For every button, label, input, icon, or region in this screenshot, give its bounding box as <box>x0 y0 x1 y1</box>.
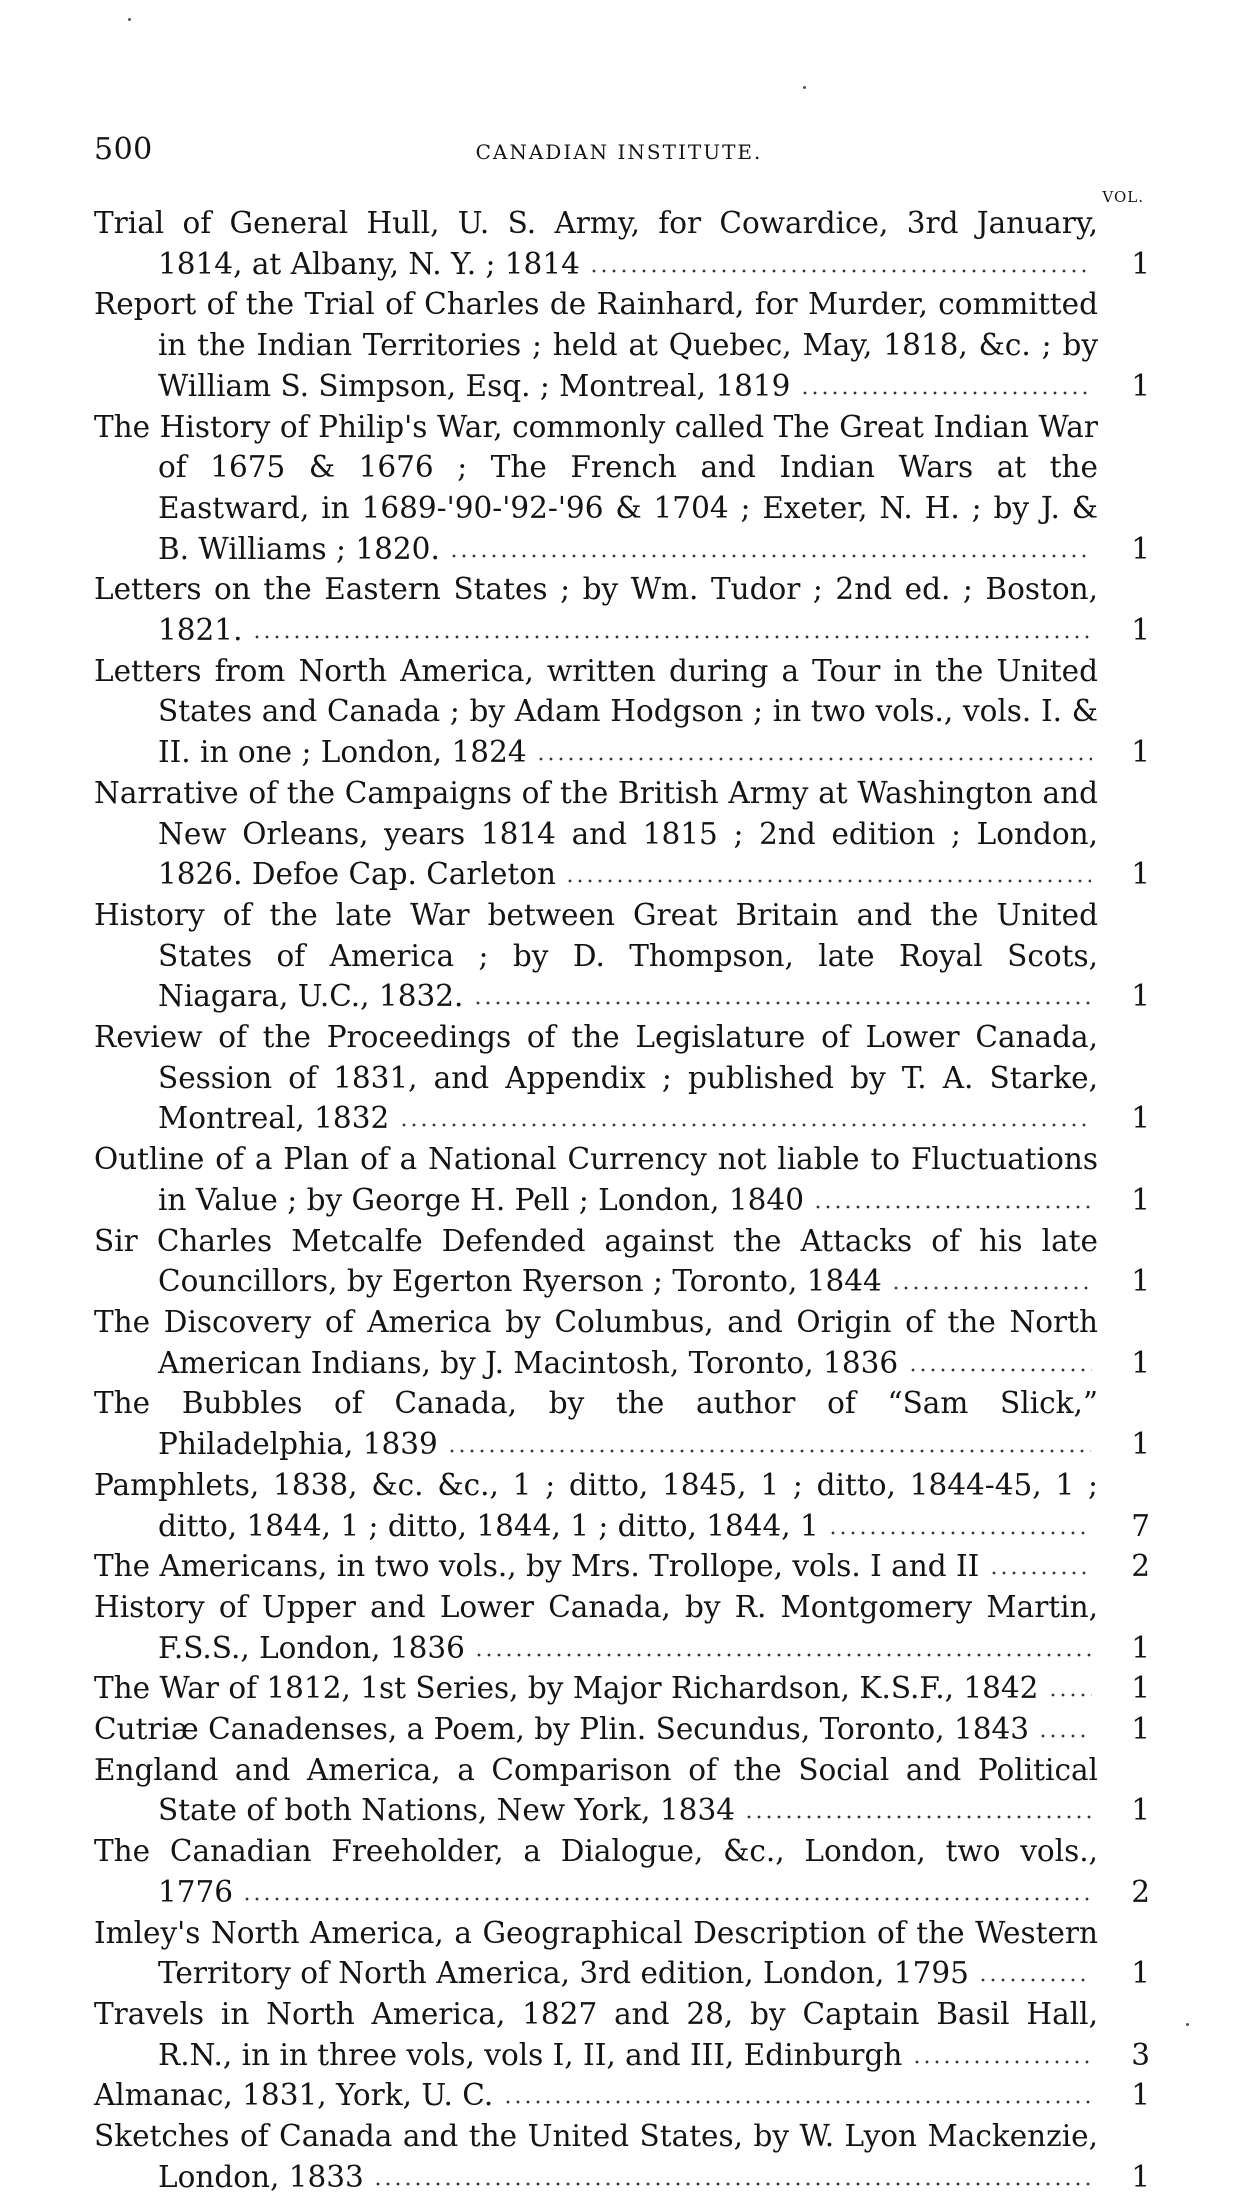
entry-text: History of the late War between Great Britain and the United States of America ; by D. Thompson, late Royal Scots, Niagara, U.C., 1832. <box>94 897 1098 1014</box>
scan-speck <box>803 86 806 89</box>
dot-leader <box>891 1271 1091 1291</box>
dot-leader <box>589 254 1091 274</box>
entry-text: History of Upper and Lower Canada, by R. Montgomery Martin, F.S.S., London, 1836 <box>94 1589 1098 1665</box>
entry-text: Pamphlets, 1838, &c. &c., 1 ; ditto, 1845, 1 ; ditto, 1844-45, 1 ; ditto, 1844, 1 ; ditto, 1844, 1 ; ditto, 1844, 1 <box>94 1467 1098 1543</box>
catalogue-entry <box>94 1017 1150 1139</box>
entry-vol-count: 1 <box>1131 1427 1150 1462</box>
vol-column-label: VOL. <box>1102 188 1144 206</box>
entry-vol-count: 1 <box>1131 531 1150 566</box>
dot-leader <box>503 2085 1092 2105</box>
entry-text: Sketches of Canada and the United States, by W. Lyon Mackenzie, London, 1833 <box>94 2119 1098 2194</box>
dot-leader <box>989 1556 1092 1576</box>
catalogue-entry <box>94 203 1150 284</box>
dot-leader <box>1038 1719 1091 1739</box>
entry-vol-count: 1 <box>1131 246 1150 281</box>
dot-leader <box>536 742 1092 762</box>
scan-speck <box>128 18 131 21</box>
entry-text: Report of the Trial of Charles de Rainhard, for Murder, committed in the Indian Territories ; held at Quebec, May, 1818, &c. ; by William S. Simpson, Esq. ; Montreal, 1819 <box>94 287 1098 403</box>
entry-vol-count: 2 <box>1131 1874 1150 1909</box>
catalogue-entry <box>94 1913 1150 1994</box>
catalogue-entry <box>94 1465 1150 1546</box>
entry-text: Almanac, 1831, York, U. C. <box>94 2078 494 2113</box>
entry-text: Letters on the Eastern States ; by Wm. Tudor ; 2nd ed. ; Boston, 1821. <box>94 572 1098 648</box>
catalogue-entry <box>94 1546 1150 1587</box>
entry-text: Sir Charles Metcalfe Defended against the Attacks of his late Councillors, by Egerton Ryerson ; Toronto, 1844 <box>94 1223 1098 1299</box>
dot-leader <box>1048 1678 1092 1698</box>
entry-text: Cutriæ Canadenses, a Poem, by Plin. Secundus, Toronto, 1843 <box>94 1712 1030 1747</box>
dot-leader <box>828 1516 1091 1536</box>
entry-text: The Discovery of America by Columbus, and Origin of the North American Indians, by J. Macintosh, Toronto, 1836 <box>94 1304 1098 1380</box>
catalogue-entry <box>94 1750 1150 1831</box>
entry-vol-count: 1 <box>1131 1793 1150 1828</box>
dot-leader <box>744 1800 1091 1820</box>
dot-leader <box>978 1963 1091 1983</box>
dot-leader <box>242 1882 1091 1902</box>
running-title: CANADIAN INSTITUTE. <box>475 140 763 164</box>
entry-text: The History of Philip's War, commonly called The Great Indian War of 1675 & 1676 ; The French and Indian Wars at the Eastward, in 1689-'90-'92-'96 & 1704 ; Exeter, N. H. ; by J. & B. Williams ; 1820. <box>94 409 1098 566</box>
entry-text: The War of 1812, 1st Series, by Major Richardson, K.S.F., 1842 <box>94 1671 1039 1706</box>
catalogue-entry <box>94 569 1150 650</box>
dot-leader <box>813 1190 1091 1210</box>
catalogue-entry <box>94 1668 1150 1709</box>
entry-text: Review of the Proceedings of the Legislature of Lower Canada, Session of 1831, and Appendix ; published by T. A. Starke, Montreal, 1832 <box>94 1020 1098 1136</box>
entry-text: The Canadian Freeholder, a Dialogue, &c., London, two vols., 1776 <box>94 1834 1098 1909</box>
catalogue-entry <box>94 1302 1150 1383</box>
entry-text: Imley's North America, a Geographical Description of the Western Territory of North America, 3rd edition, London, 1795 <box>94 1915 1098 1991</box>
dot-leader <box>447 1434 1091 1454</box>
entry-text: Trial of General Hull, U. S. Army, for Cowardice, 3rd January, 1814, at Albany, N. Y. ; 1814 <box>94 206 1098 281</box>
catalogue-entry <box>94 1221 1150 1302</box>
entry-vol-count: 1 <box>1131 368 1150 403</box>
entry-text: England and America, a Comparison of the Social and Political State of both Nations, New York, 1834 <box>94 1752 1098 1828</box>
entry-text: Narrative of the Campaigns of the British Army at Washington and New Orleans, years 1814 and 1815 ; 2nd edition ; London, 1826. Defoe Cap. Carleton <box>94 775 1098 892</box>
page-header <box>94 132 1144 206</box>
catalogue-entries <box>94 203 1150 2197</box>
scan-speck <box>1186 2023 1189 2026</box>
entry-vol-count: 1 <box>1131 1101 1150 1136</box>
entry-vol-count: 1 <box>1131 1182 1150 1217</box>
entry-vol-count: 2 <box>1131 1549 1150 1584</box>
dot-leader <box>912 2045 1092 2065</box>
entry-vol-count: 1 <box>1131 1671 1150 1706</box>
entry-vol-count: 1 <box>1131 735 1150 770</box>
entry-vol-count: 1 <box>1131 1712 1150 1747</box>
catalogue-entry <box>94 1139 1150 1220</box>
entry-vol-count: 1 <box>1131 857 1150 892</box>
entry-text: Outline of a Plan of a National Currency not liable to Fluctuations in Value ; by George H. Pell ; London, 1840 <box>94 1142 1098 1217</box>
catalogue-entry <box>94 1831 1150 1912</box>
catalogue-entry <box>94 1709 1150 1750</box>
dot-leader <box>373 2167 1091 2187</box>
catalogue-entry <box>94 2075 1150 2116</box>
dot-leader <box>800 376 1092 396</box>
entry-vol-count: 1 <box>1131 2078 1150 2113</box>
entry-text: Travels in North America, 1827 and 28, by Captain Basil Hall, R.N., in in three vols, vols I, II, and III, Edinburgh <box>94 1996 1098 2072</box>
dot-leader <box>474 1638 1091 1658</box>
entry-vol-count: 1 <box>1131 613 1150 648</box>
catalogue-entry <box>94 1994 1150 2075</box>
dot-leader <box>908 1353 1092 1373</box>
entry-text: The Bubbles of Canada, by the author of “Sam Slick,” Philadelphia, 1839 <box>94 1386 1098 1462</box>
entry-vol-count: 1 <box>1131 2159 1150 2194</box>
catalogue-entry <box>94 1587 1150 1668</box>
catalogue-entry <box>94 1383 1150 1464</box>
dot-leader <box>473 986 1092 1006</box>
entry-text: The Americans, in two vols., by Mrs. Trollope, vols. I and II <box>94 1549 980 1584</box>
catalogue-entry <box>94 2116 1150 2197</box>
entry-vol-count: 7 <box>1131 1508 1150 1543</box>
entry-vol-count: 1 <box>1131 1956 1150 1991</box>
entry-vol-count: 1 <box>1131 1630 1150 1665</box>
entry-vol-count: 3 <box>1131 2037 1150 2072</box>
dot-leader <box>252 620 1092 640</box>
catalogue-entry <box>94 407 1150 570</box>
page-number: 500 <box>94 132 153 167</box>
catalogue-entry <box>94 651 1150 773</box>
entry-vol-count: 1 <box>1131 1264 1150 1299</box>
catalogue-entry <box>94 284 1150 406</box>
dot-leader <box>399 1108 1092 1128</box>
entry-vol-count: 1 <box>1131 1345 1150 1380</box>
catalogue-entry <box>94 773 1150 895</box>
entry-text: Letters from North America, written during a Tour in the United States and Canada ; by Adam Hodgson ; in two vols., vols. I. & II. in one ; London, 1824 <box>94 653 1098 770</box>
catalogue-entry <box>94 895 1150 1017</box>
dot-leader <box>565 864 1091 884</box>
entry-vol-count: 1 <box>1131 979 1150 1014</box>
dot-leader <box>449 539 1091 559</box>
